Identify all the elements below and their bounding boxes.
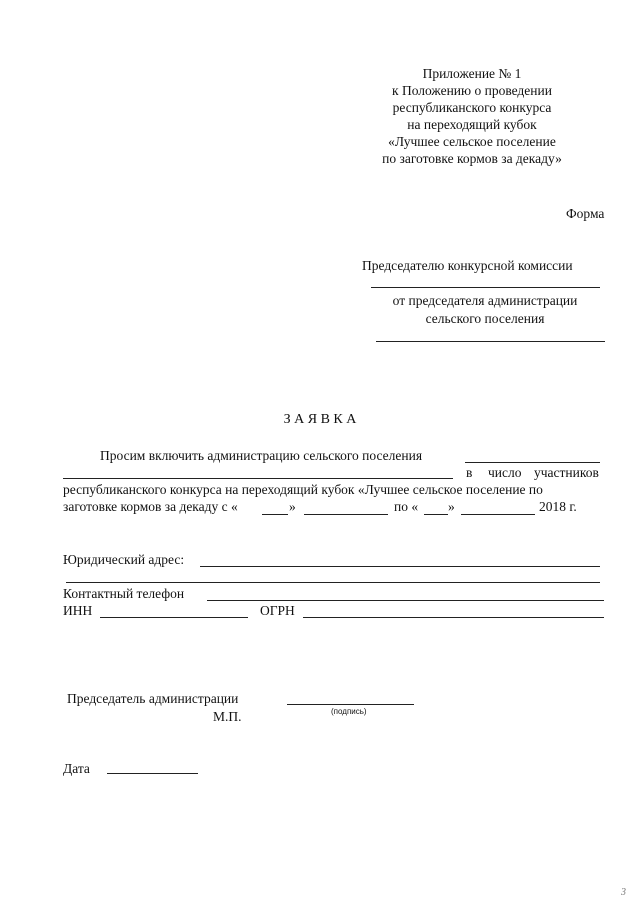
- body-line-4e: 2018 г.: [539, 499, 577, 514]
- appendix-line: «Лучшее сельское поселение: [388, 134, 556, 149]
- date-line[interactable]: [107, 773, 198, 774]
- addressee-to: Председателю конкурсной комиссии: [362, 258, 573, 273]
- date-to-month-line[interactable]: [461, 514, 535, 515]
- legal-address-line-2[interactable]: [66, 582, 600, 583]
- body-line-1: Просим включить администрацию сельского поселения: [100, 448, 423, 463]
- appendix-line: к Положению о проведении: [392, 83, 552, 98]
- date-from-day-line[interactable]: [262, 514, 288, 515]
- page-number: 3: [621, 887, 626, 898]
- legal-address-label: Юридический адрес:: [63, 552, 185, 567]
- settlement-name-line-2[interactable]: [63, 478, 453, 479]
- signature-line[interactable]: [287, 704, 414, 705]
- seal-label: М.П.: [213, 709, 242, 724]
- addressee-from-2: сельского поселения: [425, 311, 545, 326]
- phone-line[interactable]: [207, 600, 604, 601]
- signature-hint: (подпись): [331, 707, 367, 716]
- addressee-blank-line[interactable]: [371, 287, 600, 288]
- ogrn-line[interactable]: [303, 617, 604, 618]
- appendix-line: республиканского конкурса: [392, 100, 552, 115]
- date-label: Дата: [63, 761, 90, 776]
- document-title: З А Я В К А: [283, 412, 357, 427]
- appendix-line: по заготовке кормов за декаду»: [382, 151, 562, 166]
- date-from-month-line[interactable]: [304, 514, 388, 515]
- date-to-day-line[interactable]: [424, 514, 448, 515]
- inn-label: ИНН: [63, 603, 93, 618]
- ogrn-label: ОГРН: [260, 603, 295, 618]
- appendix-title: Приложение № 1: [422, 66, 522, 81]
- legal-address-line[interactable]: [200, 566, 600, 567]
- body-line-3: республиканского конкурса на переходящий кубок «Лучшее сельское поселение по: [63, 482, 543, 497]
- appendix-line: на переходящий кубок: [407, 117, 537, 132]
- body-word: в: [466, 465, 473, 480]
- body-line-4c: по «: [394, 499, 419, 514]
- form-label: Форма: [566, 206, 605, 221]
- body-line-4a: заготовке кормов за декаду с «: [63, 499, 238, 514]
- phone-label: Контактный телефон: [63, 586, 185, 601]
- body-line-4d: »: [448, 499, 455, 514]
- settlement-name-line[interactable]: [465, 462, 600, 463]
- addressee-from-1: от председателя администрации: [392, 293, 578, 308]
- body-word: участников: [534, 465, 599, 480]
- chairman-label: Председатель администрации: [67, 691, 239, 706]
- inn-line[interactable]: [100, 617, 248, 618]
- body-word: число: [488, 465, 522, 480]
- body-line-4b: »: [289, 499, 296, 514]
- addressee-name-line[interactable]: [376, 341, 605, 342]
